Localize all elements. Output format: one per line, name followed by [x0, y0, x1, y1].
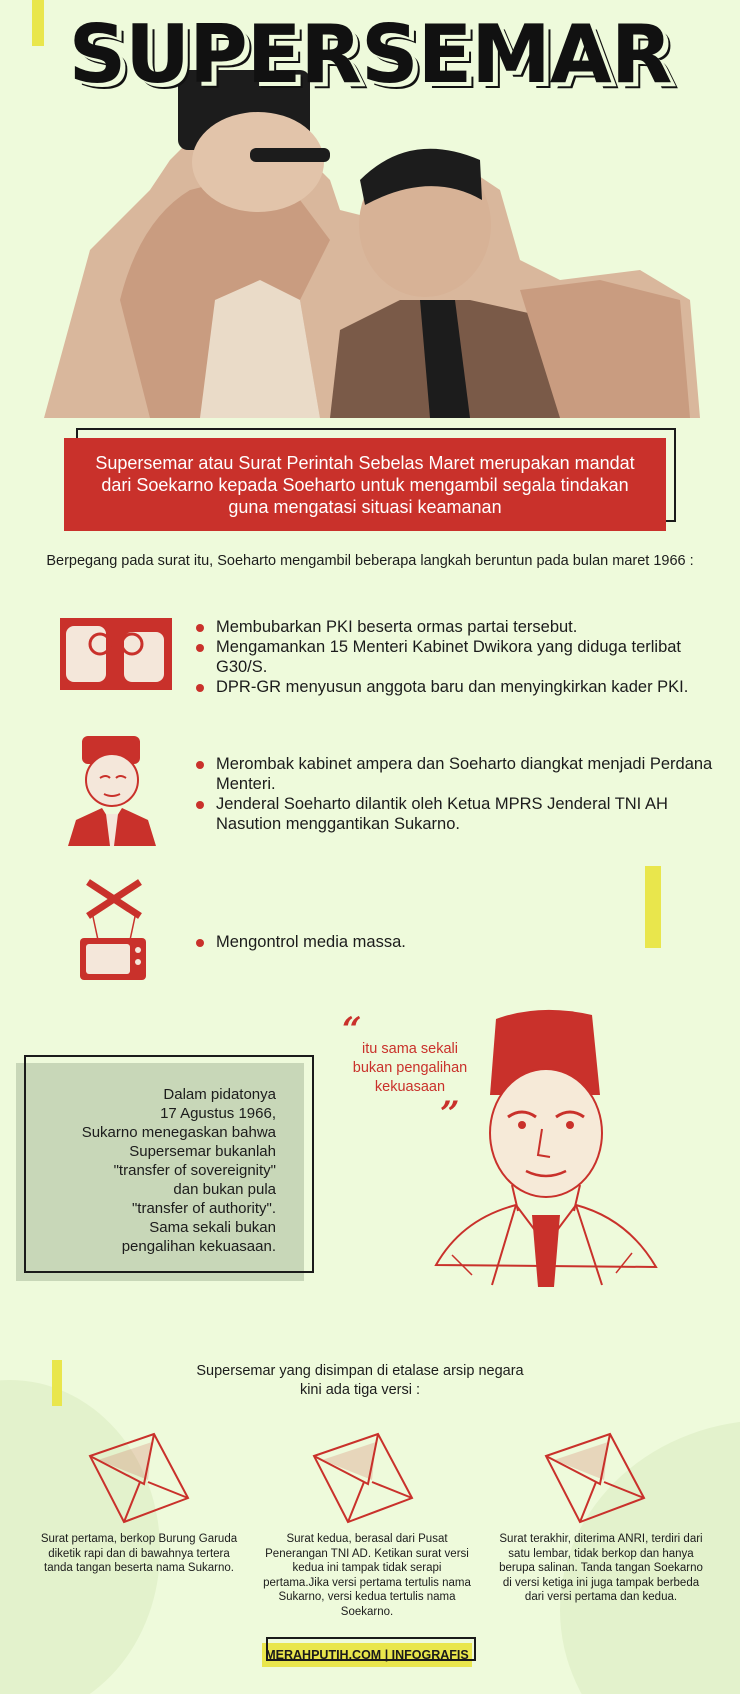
quote-close-mark: ” [440, 1094, 460, 1134]
speech-line: "transfer of authority". [131, 1200, 276, 1217]
step-list-3 [194, 932, 694, 952]
sukarno-portrait-icon [432, 1005, 662, 1295]
quote-open-mark: “ [342, 1010, 362, 1050]
list-item: Jenderal Soeharto dilantik oleh Ketua MPRS Jenderal TNI AH Nasution menggantikan Sukarno. [194, 794, 714, 834]
list-item: Membubarkan PKI beserta ormas partai tersebut. [194, 617, 694, 637]
list-item: Merombak kabinet ampera dan Soeharto diangkat menjadi Perdana Menteri. [194, 754, 714, 794]
page-title: SUPERSEMAR [68, 8, 672, 101]
speech-line: Sukarno menegaskan bahwa [81, 1124, 276, 1141]
footer-label[interactable]: MERAHPUTIH.COM | INFOGRAFIS [262, 1643, 472, 1667]
speech-line: dan bukan pula [173, 1181, 276, 1198]
accent-bar [52, 1360, 62, 1406]
envelope-icon [308, 1432, 418, 1524]
quote-line: kekuasaan [374, 1079, 446, 1095]
step-list-2 [194, 754, 714, 834]
speech-line: Supersemar bukanlah [129, 1143, 276, 1160]
quote-line: itu sama sekali [362, 1041, 458, 1057]
steps-lead: Berpegang pada surat itu, Soeharto mengambil beberapa langkah beruntun pada bulan maret 1966 : [46, 553, 694, 569]
soeharto-portrait-icon [62, 734, 160, 846]
speech-line: 17 Agustus 1966, [160, 1105, 276, 1122]
speech-line: "transfer of sovereignity" [113, 1162, 276, 1179]
list-item: Mengontrol media massa. [194, 932, 694, 952]
version-1-text: Surat pertama, berkop Burung Garuda diketik rapi dan di bawahnya tertera tanda tangan beserta nama Sukarno. [40, 1533, 238, 1574]
versions-lead [160, 1362, 560, 1400]
speech-line: Sama sekali bukan [149, 1219, 276, 1236]
tv-puppet-icon [78, 878, 158, 984]
speech-frame [24, 1055, 314, 1273]
footer-frame [266, 1637, 476, 1661]
list-item: DPR-GR menyusun anggota baru dan menyingkirkan kader PKI. [194, 677, 694, 697]
envelope-icon [540, 1432, 650, 1524]
speech-line: Dalam pidatonya [163, 1086, 276, 1103]
quote-line: bukan pengalihan [352, 1060, 468, 1076]
version-2-text: Surat kedua, berasal dari Pusat Penerangan TNI AD. Ketikan surat versi kedua ini tampak tidak serapi pertama.Jika versi pertama tertulis nama Sukarno, versi kedua tertulis nama Soekarno. [263, 1533, 471, 1618]
speech-line: pengalihan kekuasaan. [121, 1238, 276, 1255]
version-3-text: Surat terakhir, diterima ANRI, terdiri dari satu lembar, tidak berkop dan hanya berupa salinan. Tanda tangan Soekarno di versi ketiga ini juga tampak berbeda dari versi pertama dan kedua. [499, 1533, 703, 1603]
envelope-icon [84, 1432, 194, 1524]
versions-lead-line: Supersemar yang disimpan di etalase arsip negara [196, 1363, 524, 1379]
list-item: Mengamankan 15 Menteri Kabinet Dwikora yang diduga terlibat G30/S. [194, 637, 694, 677]
handcuffs-icon [60, 618, 172, 690]
step-list-1 [194, 617, 694, 697]
versions-lead-line: kini ada tiga versi : [299, 1382, 421, 1398]
intro-box: Supersemar atau Surat Perintah Sebelas Maret merupakan mandat dari Soekarno kepada Soeharto untuk mengambil segala tindakan guna mengatasi situasi keamanan [64, 438, 666, 531]
